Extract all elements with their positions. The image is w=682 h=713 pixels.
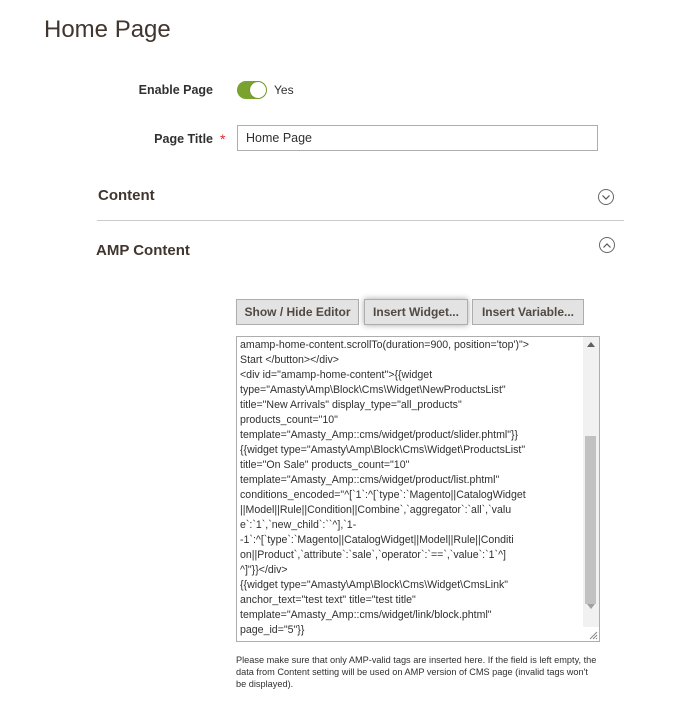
scrollbar-thumb[interactable]	[585, 436, 596, 604]
required-mark: *	[220, 131, 226, 147]
amp-content-note: Please make sure that only AMP-valid tags are inserted here. If the field is left empty, the data from Content setting will be used on AMP version of CMS page (invalid tags won't be displayed).	[236, 655, 597, 689]
section-divider	[97, 220, 624, 221]
editor-content[interactable]: amamp-home-content.scrollTo(duration=900, position='top')"> Start </button></div> <div id="amamp-home-content">{{widget type="Amasty\Amp\Block\Cms\Widget\NewProductsList" title="New Arrivals" display_type="all_products" products_count="10" template="Amasty_Amp::cms/widget/product/slider.phtml"}} {{widget type="Amasty\Amp\Block\Cms\Widget\ProductsList" title="On Sale" products_count="10" template="Amasty_Amp::cms/widget/product/list.phtml" conditions_encoded="^[`1`:^[`type`:`Magento||CatalogWidget ||Model||Rule||Condition||Combine`,`aggregator`:`all`,`valu e`:`1`,`new_child`:``^],`1- -1`:^[`type`:`Magento||CatalogWidget||Model||Rule||Conditi on||Product`,`attribute`:`sale`,`operator`:`==`,`value`:`1`^] ^]"}}</div> {{widget type="Amasty\Amp\Block\Cms\Widget\CmsLink" anchor_text="test text" title="test title" template="Amasty_Amp::cms/widget/link/block.phtml" page_id="5"}}	[240, 339, 529, 636]
page-title-label: Page Title	[154, 132, 213, 146]
insert-widget-button[interactable]: Insert Widget...	[364, 299, 468, 325]
scroll-up-arrow-icon[interactable]	[587, 342, 595, 347]
editor-scrollbar[interactable]	[583, 337, 599, 627]
enable-page-value: Yes	[274, 83, 294, 97]
amp-content-textarea[interactable]	[236, 336, 600, 642]
insert-variable-button[interactable]: Insert Variable...	[472, 299, 584, 325]
chevron-up-circle-icon[interactable]	[599, 237, 615, 253]
amp-content-section-title[interactable]: AMP Content	[96, 242, 190, 259]
toggle-knob	[250, 82, 266, 98]
content-section-title[interactable]: Content	[98, 187, 155, 204]
page-title: Home Page	[44, 16, 171, 43]
resize-grip-icon[interactable]	[588, 630, 598, 640]
page-title-input[interactable]	[237, 125, 598, 151]
enable-page-label: Enable Page	[138, 83, 213, 97]
chevron-down-circle-icon[interactable]	[598, 189, 614, 205]
enable-page-toggle[interactable]	[237, 81, 267, 99]
scroll-down-arrow-icon[interactable]	[587, 604, 595, 609]
show-hide-editor-button[interactable]: Show / Hide Editor	[236, 299, 359, 325]
